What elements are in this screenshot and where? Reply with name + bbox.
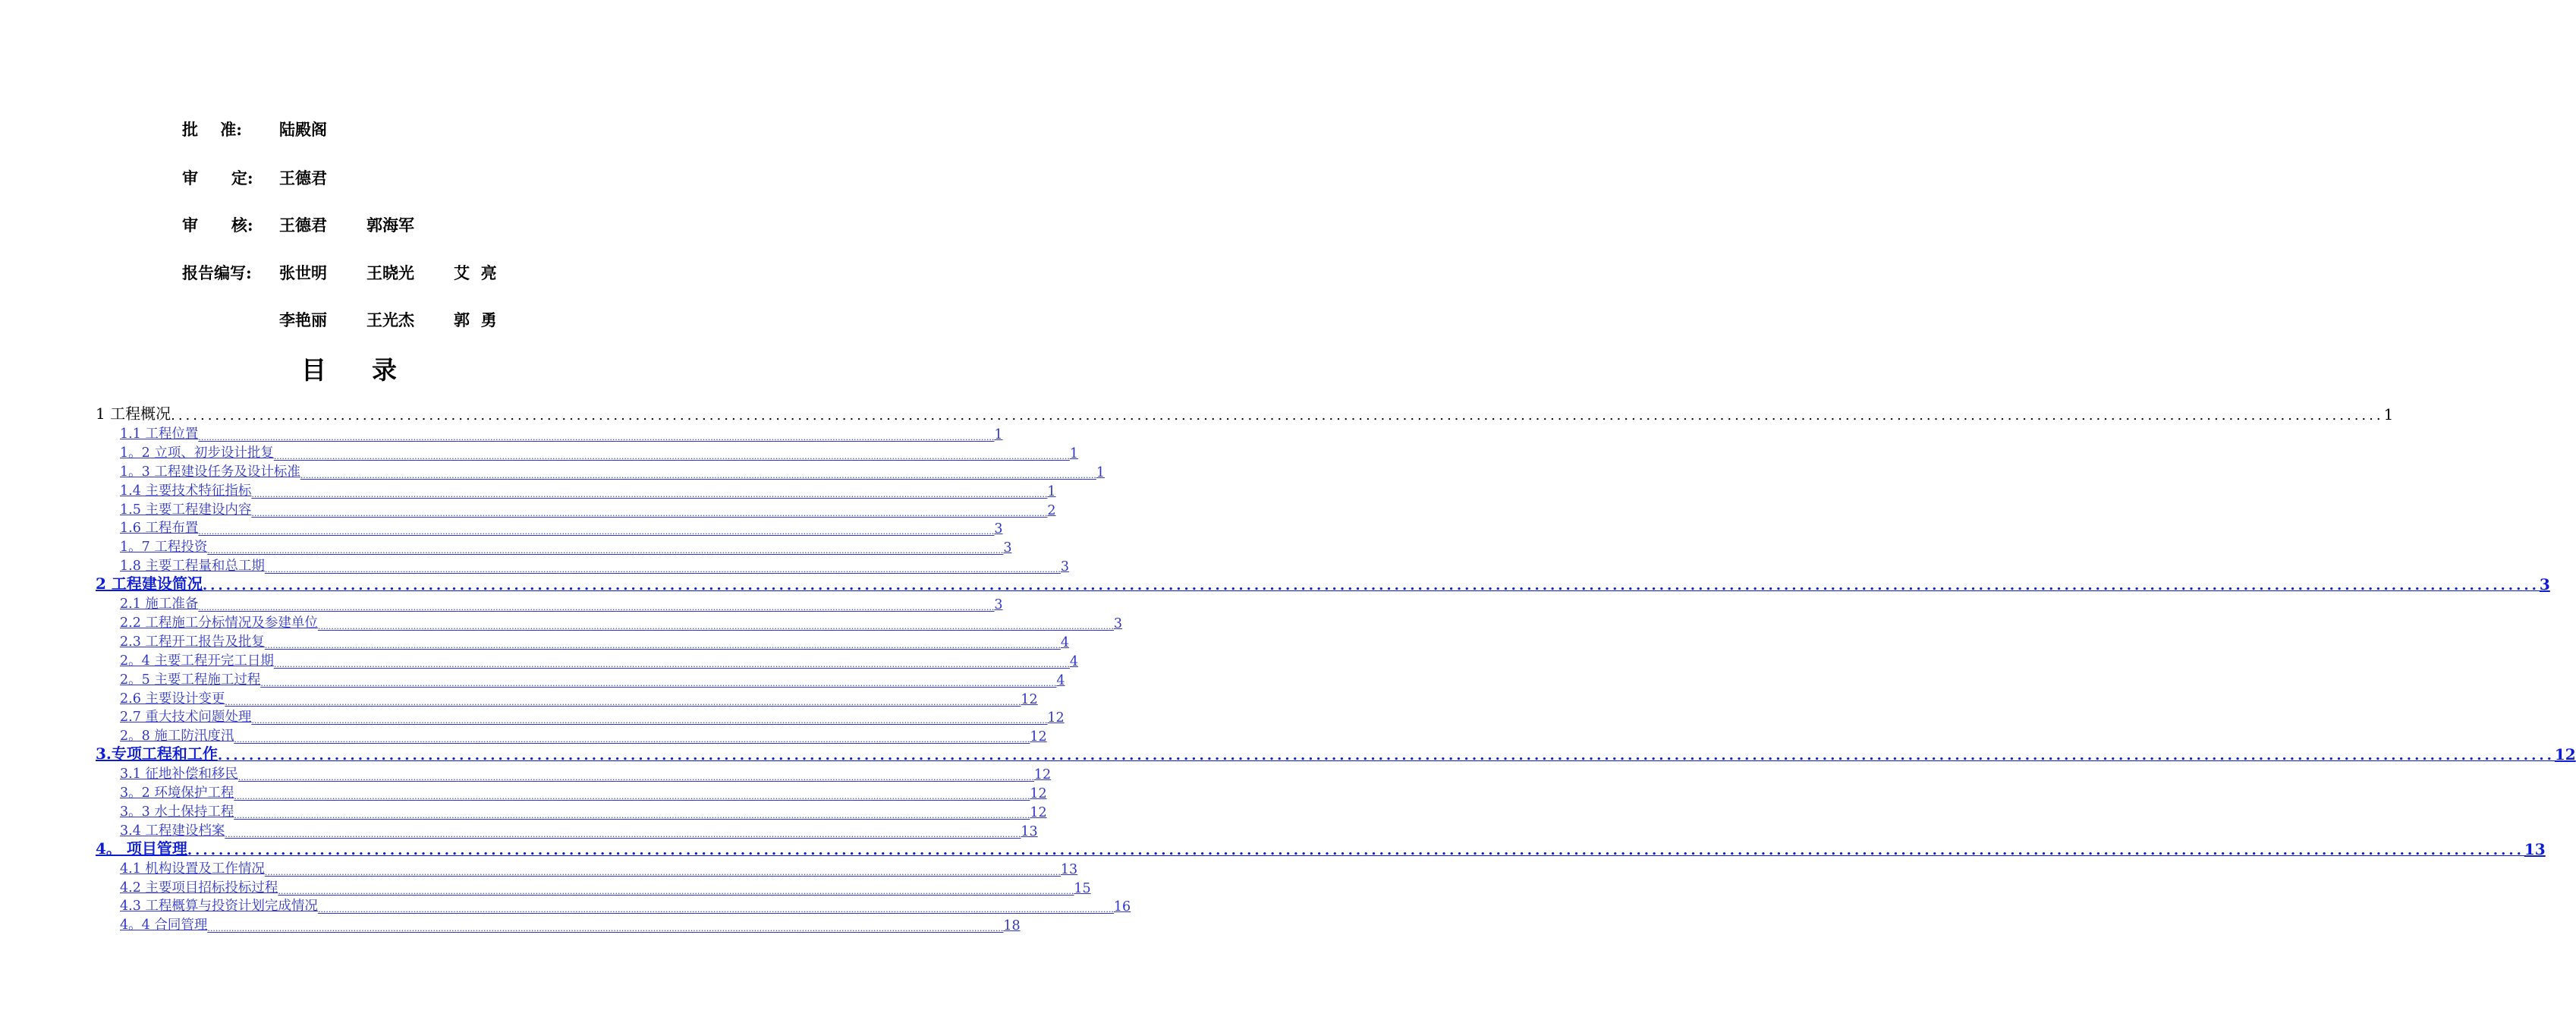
toc-entry-title: 3。2 环境保护工程: [120, 785, 234, 801]
toc-entry[interactable]: [120, 650, 1078, 669]
toc-leader-dots: ............................................................................................................................................................................................................................................................................................................: [317, 905, 1114, 915]
toc-page-number: 12: [1033, 767, 1052, 783]
toc-entry-title: 2.6 主要设计变更: [120, 691, 225, 707]
toc-leader-dots: ............................................................................................................................................................................................................................................................................................................: [198, 432, 995, 442]
toc-entry-title: 1.5 主要工程建设内容: [120, 502, 252, 518]
signatory-name: 王德君: [279, 168, 327, 187]
toc-entry-title: 4。 项目管理: [96, 839, 187, 858]
toc-page-number: 3: [1003, 540, 1012, 556]
toc-entry[interactable]: [120, 801, 1047, 820]
toc-leader-dots: ............................................................................................................................................................................................................................................................................................................: [207, 546, 1004, 556]
toc-leader-dots: ............................................................................................................................................................................................................................................................................................................: [225, 697, 1021, 707]
toc-entry[interactable]: [120, 461, 1105, 480]
toc-entry-title: 4.2 主要项目招标投标过程: [120, 880, 278, 896]
toc-entry[interactable]: [120, 915, 1021, 934]
toc-entry-title: 2。8 施工防汛度汛: [120, 729, 234, 745]
toc-leader-dots: ............................................................................................................................................................................................................................................................................................................: [198, 603, 995, 612]
toc-entry-title: 2.1 施工准备: [120, 597, 199, 612]
toc-page-number: 4: [1069, 653, 1078, 669]
toc-entry-title: 1.6 工程布置: [120, 521, 199, 537]
toc-leader-dots: ............................................................................................................................................................................................................................................................................................................: [260, 678, 1057, 688]
toc-leader-dots: ............................................................................................................................................................................................................................................................................................................: [300, 470, 1096, 480]
toc-leader-dots: ............................................................................................................................................................................................................................................................................................................: [264, 565, 1061, 575]
toc-entry-title: 3.4 工程建设档案: [120, 823, 225, 839]
toc-entry[interactable]: [120, 896, 1131, 915]
signatory-name: 陆殿阁: [279, 120, 327, 139]
toc-leader-dots: ............................................................................................................................................................................................................................................................................................................: [225, 829, 1021, 839]
toc-page-number: 3: [2539, 575, 2550, 594]
toc-entry-title: 3.专项工程和工作: [96, 745, 218, 763]
toc-entry-title: 2.2 工程施工分标情况及参建单位: [120, 615, 318, 631]
toc-entry[interactable]: [120, 688, 1038, 707]
toc-entry[interactable]: [96, 575, 2550, 594]
signature-label: 审 核:: [182, 216, 253, 235]
toc-entry-title: 1 工程概况: [96, 405, 171, 423]
toc-entry[interactable]: [120, 423, 1003, 442]
toc-entry-title: 2.7 重大技术问题处理: [120, 710, 252, 726]
toc-leader-dots: ............................................................................................................................................................................................................................................................................................................: [264, 867, 1061, 877]
toc-page-number: 12: [1021, 691, 1038, 707]
toc-entry[interactable]: [120, 442, 1078, 461]
signatory-name: 郭海军: [366, 216, 414, 235]
toc-page-number: 3: [994, 597, 1003, 612]
toc-entry-title: 4.1 机构设置及工作情况: [120, 861, 265, 877]
toc-leader-dots: ............................................................................................................................................................................................................................................................................................................: [273, 659, 1070, 669]
toc-entry[interactable]: [120, 877, 1091, 896]
toc-entry[interactable]: [96, 839, 2546, 858]
toc-page-number: 13: [2524, 839, 2546, 858]
toc-entry-title: 1。2 立项、初步设计批复: [120, 445, 274, 461]
toc-page-number: 1: [994, 427, 1003, 442]
toc-entry[interactable]: [120, 593, 1003, 612]
toc-page-number: 12: [2554, 745, 2576, 764]
signature-label: 审 定:: [182, 168, 253, 187]
signature-label: 报告编写:: [182, 263, 252, 282]
toc-leader-dots: ............................................................................................................................................................................................................................................................................................................: [234, 792, 1030, 801]
toc-entry[interactable]: [120, 858, 1078, 877]
signatory-name: 王晓光: [366, 263, 414, 282]
signatory-name: 张世明: [279, 263, 327, 282]
toc-page-number: 12: [1030, 804, 1047, 820]
toc-page-number: 12: [1030, 786, 1047, 801]
toc-entry-title: 2 工程建设简况: [96, 575, 203, 593]
toc-entry-title: 1。7 工程投资: [120, 540, 208, 556]
toc-entry[interactable]: [120, 763, 1052, 783]
toc-leader-dots: ............................................................................................................................................................................................................................................................................................................: [278, 886, 1074, 896]
toc-leader-dots: ............................................................................................................................................................................................................................................................................................................: [264, 640, 1061, 650]
toc-entry-title: 1.4 主要技术特征指标: [120, 483, 252, 499]
toc-leader-dots: ............................................................................................................................................................................................................................................................................................................: [207, 924, 1004, 934]
toc-entry-title: 1.8 主要工程量和总工期: [120, 559, 265, 575]
toc-leader-dots: ............................................................................................................................................................................................................................................................................................................: [237, 773, 1034, 783]
toc-entry-title: 3。3 水土保持工程: [120, 804, 234, 820]
signature-label: 批 准:: [182, 120, 242, 139]
toc-page-number: 3: [994, 521, 1003, 537]
toc-page-number: 1: [2383, 405, 2394, 423]
toc-leader-dots: ............................................................................................................................................................................................................................................................................................................: [234, 735, 1030, 745]
signatory-name: 郭 勇: [454, 310, 497, 329]
toc-page-number: 3: [1060, 559, 1070, 575]
toc-entry-title: 2。5 主要工程施工过程: [120, 672, 261, 688]
toc-page-number: 12: [1030, 729, 1047, 745]
toc-page-number: 12: [1047, 710, 1065, 726]
toc-entry-title: 2.3 工程开工报告及批复: [120, 634, 265, 650]
toc-leader-dots: ............................................................................................................................................................................................................................................................................................................: [317, 621, 1114, 631]
toc-entry[interactable]: [120, 782, 1047, 801]
toc-entry[interactable]: [120, 669, 1065, 688]
toc-entry[interactable]: [120, 820, 1038, 839]
toc-page-number: 18: [1003, 918, 1021, 934]
toc-entry-title: 4.3 工程概算与投资计划完成情况: [120, 899, 318, 915]
toc-entry[interactable]: [120, 518, 1003, 537]
toc-leader-dots: ............................................................................................................................................................................................................................................................................................................: [171, 408, 2384, 423]
toc-leader-dots: ............................................................................................................................................................................................................................................................................................................: [202, 578, 2540, 594]
toc-entry[interactable]: [120, 612, 1123, 631]
toc-page-number: 4: [1056, 672, 1065, 688]
toc-entry: [96, 405, 2394, 423]
toc-page-number: 4: [1060, 634, 1070, 650]
signatory-name: 艾 亮: [454, 263, 497, 282]
toc-page-number: 13: [1021, 823, 1038, 839]
toc-entry-title: 4。4 合同管理: [120, 918, 208, 933]
toc-page-number: 2: [1047, 502, 1056, 518]
toc-page-number: 15: [1074, 880, 1091, 896]
toc-leader-dots: ............................................................................................................................................................................................................................................................................................................: [198, 527, 995, 537]
toc-entry[interactable]: [120, 499, 1056, 518]
toc-leader-dots: ............................................................................................................................................................................................................................................................................................................: [251, 716, 1048, 726]
signatory-name: 王光杰: [366, 310, 414, 329]
toc-entry-title: 3.1 征地补偿和移民: [120, 767, 238, 782]
toc-entry-title: 1.1 工程位置: [120, 426, 199, 442]
toc-entry[interactable]: [120, 480, 1056, 499]
toc-page-number: 1: [1069, 445, 1078, 461]
toc-leader-dots: ............................................................................................................................................................................................................................................................................................................: [217, 748, 2555, 764]
toc-page-number: 1: [1096, 464, 1105, 480]
toc-entry[interactable]: [120, 631, 1070, 650]
toc-title: 目录: [301, 355, 442, 385]
toc-page-number: 3: [1113, 615, 1123, 631]
toc-leader-dots: ............................................................................................................................................................................................................................................................................................................: [251, 508, 1048, 518]
toc-entry-title: 1。3 工程建设任务及设计标准: [120, 464, 300, 480]
toc-leader-dots: ............................................................................................................................................................................................................................................................................................................: [273, 451, 1070, 461]
signatory-name: 李艳丽: [279, 310, 327, 329]
toc-leader-dots: ............................................................................................................................................................................................................................................................................................................: [251, 489, 1048, 499]
toc-entry[interactable]: [96, 745, 2576, 764]
toc-entry[interactable]: [120, 537, 1012, 556]
toc-entry[interactable]: [120, 707, 1065, 726]
toc-entry-title: 2。4 主要工程开完工日期: [120, 653, 274, 669]
signatory-name: 王德君: [279, 216, 327, 235]
toc-leader-dots: ............................................................................................................................................................................................................................................................................................................: [187, 842, 2524, 858]
toc-page-number: 1: [1047, 483, 1056, 499]
toc-leader-dots: ............................................................................................................................................................................................................................................................................................................: [234, 810, 1030, 820]
toc-page-number: 16: [1113, 899, 1131, 915]
toc-page-number: 13: [1060, 861, 1078, 877]
